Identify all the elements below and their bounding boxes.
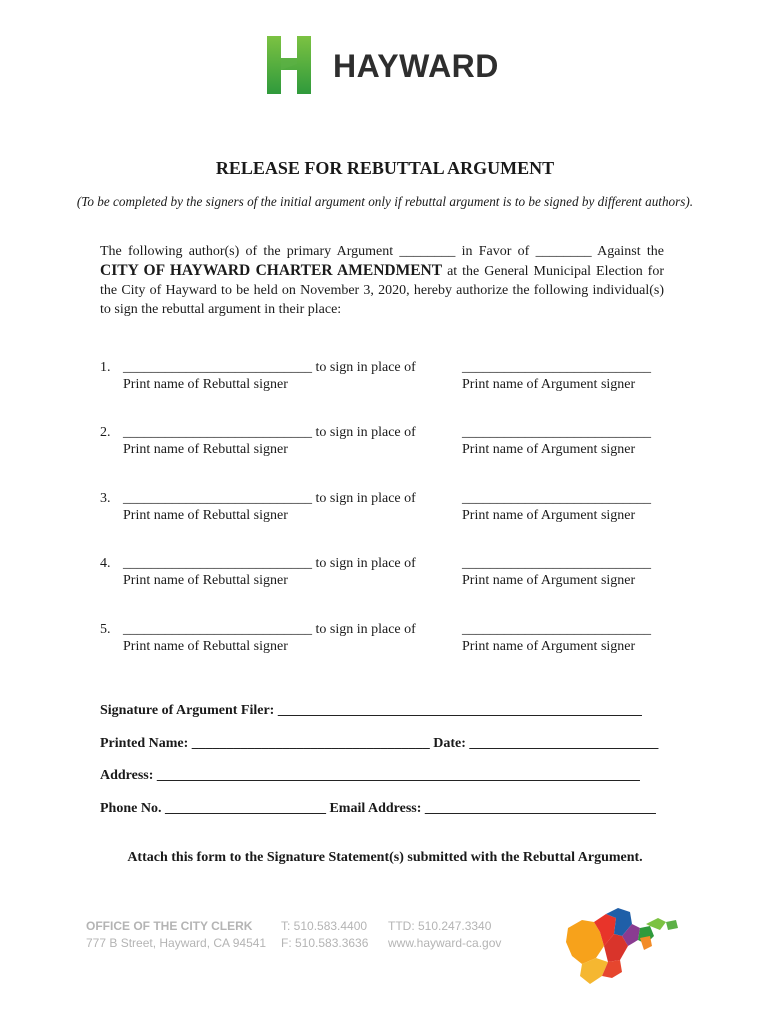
argument-signer-label: Print name of Argument signer: [462, 377, 636, 392]
rebuttal-signer-label: Print name of Rebuttal signer: [123, 573, 288, 588]
argument-signer-label: Print name of Argument signer: [462, 639, 636, 654]
rebuttal-signer-field[interactable]: ___________________________ to sign in place of: [123, 556, 416, 571]
rebuttal-signer-label: Print name of Rebuttal signer: [123, 442, 288, 457]
argument-signer-label: Print name of Argument signer: [462, 442, 636, 457]
argument-signer-field[interactable]: ___________________________: [462, 622, 651, 637]
intro-text-part1: The following author(s) of the primary Argument ________ in Favor of ________ Against the: [100, 244, 664, 259]
footer-ttd: TTD: 510.247.3340: [388, 919, 492, 933]
signer-number: 2.: [100, 425, 111, 440]
footer-website-link[interactable]: www.hayward-ca.gov: [388, 936, 502, 950]
address-field[interactable]: Address: _____________________________________________________________________: [100, 768, 640, 783]
signer-row-4: [100, 556, 660, 596]
intro-text-part2: at the General Municipal Election for the City of Hayward to be held on November 3, 2020, hereby authorize the following individual(s) to sign the rebuttal argument in their place:: [100, 264, 665, 317]
signer-row-1: [100, 360, 660, 400]
phone-email-field[interactable]: Phone No. _______________________ Email Address: _________________________________: [100, 801, 656, 816]
argument-signer-field[interactable]: ___________________________: [462, 491, 651, 506]
signer-number: 4.: [100, 556, 111, 571]
footer-fax: F: 510.583.3636: [281, 936, 369, 950]
signer-row-5: [100, 622, 660, 662]
rebuttal-signer-label: Print name of Rebuttal signer: [123, 508, 288, 523]
footer-phone: T: 510.583.4400: [281, 919, 368, 933]
signature-of-filer-field[interactable]: Signature of Argument Filer: ____________________________________________________: [100, 703, 642, 718]
hayward-h-icon: [265, 36, 315, 94]
argument-signer-field[interactable]: ___________________________: [462, 556, 651, 571]
argument-signer-label: Print name of Argument signer: [462, 573, 636, 588]
intro-charter-amendment: CITY OF HAYWARD CHARTER AMENDMENT: [100, 262, 443, 279]
rebuttal-signer-label: Print name of Rebuttal signer: [123, 639, 288, 654]
hayward-logo: [265, 36, 505, 94]
rebuttal-signer-field[interactable]: ___________________________ to sign in place of: [123, 425, 416, 440]
intro-paragraph: [100, 242, 664, 319]
rebuttal-signer-field[interactable]: ___________________________ to sign in place of: [123, 360, 416, 375]
rebuttal-signer-label: Print name of Rebuttal signer: [123, 377, 288, 392]
printed-name-date-field[interactable]: Printed Name: __________________________________ Date: ___________________________: [100, 736, 659, 751]
city-map-graphic: [560, 906, 685, 986]
footer-contact: [388, 918, 501, 952]
footer-phones: [281, 918, 368, 952]
logo-wordmark: HAYWARD: [333, 48, 499, 84]
rebuttal-signer-field[interactable]: ___________________________ to sign in place of: [123, 491, 416, 506]
footer-office: [86, 918, 266, 952]
argument-signer-field[interactable]: ___________________________: [462, 425, 651, 440]
signer-number: 3.: [100, 491, 111, 506]
document-title: RELEASE FOR REBUTTAL ARGUMENT: [215, 158, 555, 178]
rebuttal-signer-field[interactable]: ___________________________ to sign in place of: [123, 622, 416, 637]
footer-office-name: OFFICE OF THE CITY CLERK: [86, 919, 253, 933]
argument-signer-field[interactable]: ___________________________: [462, 360, 651, 375]
signer-number: 1.: [100, 360, 111, 375]
footer-street: 777 B Street, Hayward, CA 94541: [86, 936, 267, 950]
document-subtitle: (To be completed by the signers of the initial argument only if rebuttal argument is to be signed by different authors).: [76, 194, 694, 209]
signer-row-3: [100, 491, 660, 531]
argument-signer-label: Print name of Argument signer: [462, 508, 636, 523]
signer-row-2: [100, 425, 660, 465]
attach-note: Attach this form to the Signature Statement(s) submitted with the Rebuttal Argument.: [127, 850, 643, 865]
signer-number: 5.: [100, 622, 111, 637]
